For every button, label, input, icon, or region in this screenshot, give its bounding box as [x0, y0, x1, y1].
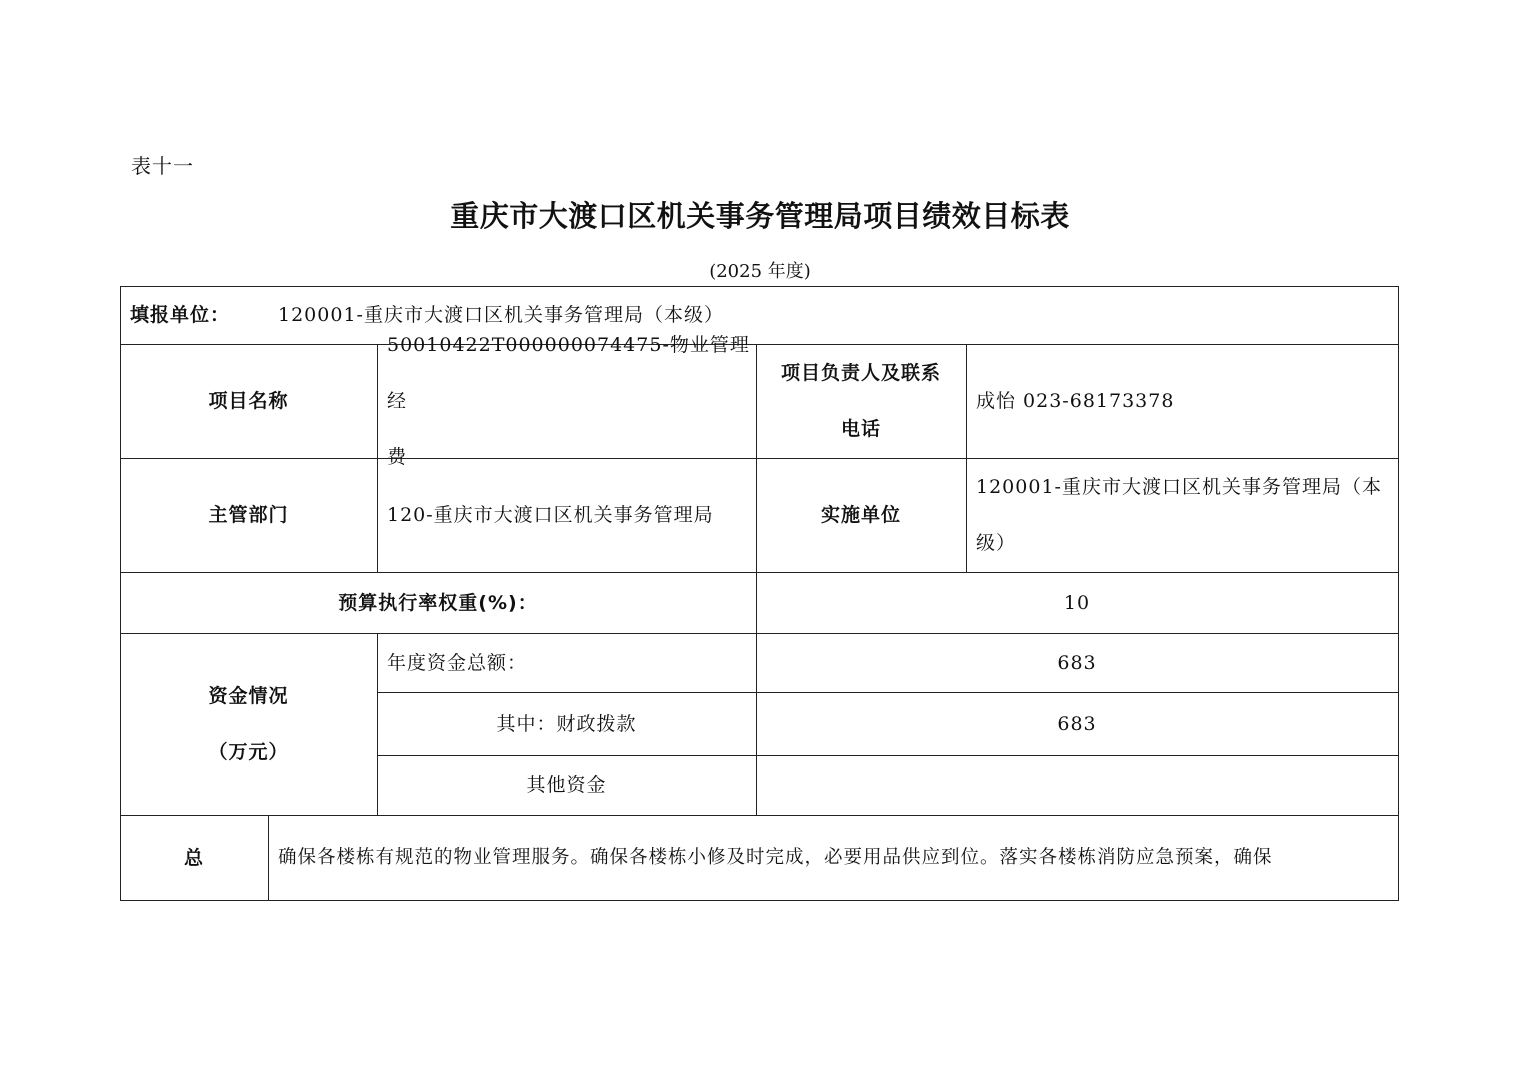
- funds-label: [120, 633, 377, 815]
- funds-other-value: [756, 755, 1398, 815]
- implementing-unit-label: 实施单位: [820, 504, 901, 526]
- reporting-unit-value: 120001-重庆市大渡口区机关事务管理局（本级）: [278, 304, 724, 326]
- supervising-dept-value: 120-重庆市大渡口区机关事务管理局: [387, 504, 714, 526]
- budget-weight-label: 预算执行率权重(%)：: [338, 591, 538, 614]
- contact-label: [756, 344, 966, 458]
- project-name-value-line1: 50010422T000000074475-物业管理经: [387, 334, 750, 412]
- reporting-unit-label: 填报单位：: [130, 304, 231, 326]
- page-title: 重庆市大渡口区机关事务管理局项目绩效目标表: [450, 199, 1070, 233]
- funds-total-value: 683: [1057, 651, 1097, 674]
- overall-goal-label: 总: [183, 846, 204, 869]
- funds-label-line2: （万元）: [208, 741, 289, 763]
- table-label: 表十一: [131, 154, 194, 178]
- implementing-unit-value: [966, 458, 1398, 572]
- project-name-label: 项目名称: [208, 390, 289, 412]
- implementing-unit-value-line2: 级）: [976, 532, 1017, 554]
- budget-weight-value: 10: [1063, 591, 1091, 614]
- implementing-unit-value-line1: 120001-重庆市大渡口区机关事务管理局（本: [976, 476, 1382, 498]
- overall-goal-text: 确保各楼栋有规范的物业管理服务。确保各楼栋小修及时完成，必要用品供应到位。落实各楼栋消防应急预案，确保: [278, 846, 1273, 868]
- table-border-bottom: [120, 900, 1398, 901]
- table-border-right: [1398, 286, 1399, 901]
- supervising-dept-label: 主管部门: [208, 504, 289, 526]
- funds-label-line1: 资金情况: [208, 685, 289, 707]
- contact-label-line1: 项目负责人及联系: [780, 362, 941, 384]
- funds-fiscal-value: 683: [1057, 712, 1097, 735]
- funds-fiscal-label: 其中：财政拨款: [496, 712, 637, 735]
- year-subtitle: (2025 年度): [709, 261, 811, 282]
- contact-value: 成怡 023-68173378: [976, 390, 1175, 412]
- funds-total-label: 年度资金总额：: [387, 651, 528, 674]
- contact-label-line2: 电话: [840, 418, 881, 440]
- project-name-value-line2: 费: [387, 446, 408, 468]
- performance-target-table: [120, 286, 1398, 900]
- funds-other-label: 其他资金: [526, 774, 607, 796]
- reporting-unit-row: [120, 286, 1398, 344]
- project-name-value: [377, 334, 756, 468]
